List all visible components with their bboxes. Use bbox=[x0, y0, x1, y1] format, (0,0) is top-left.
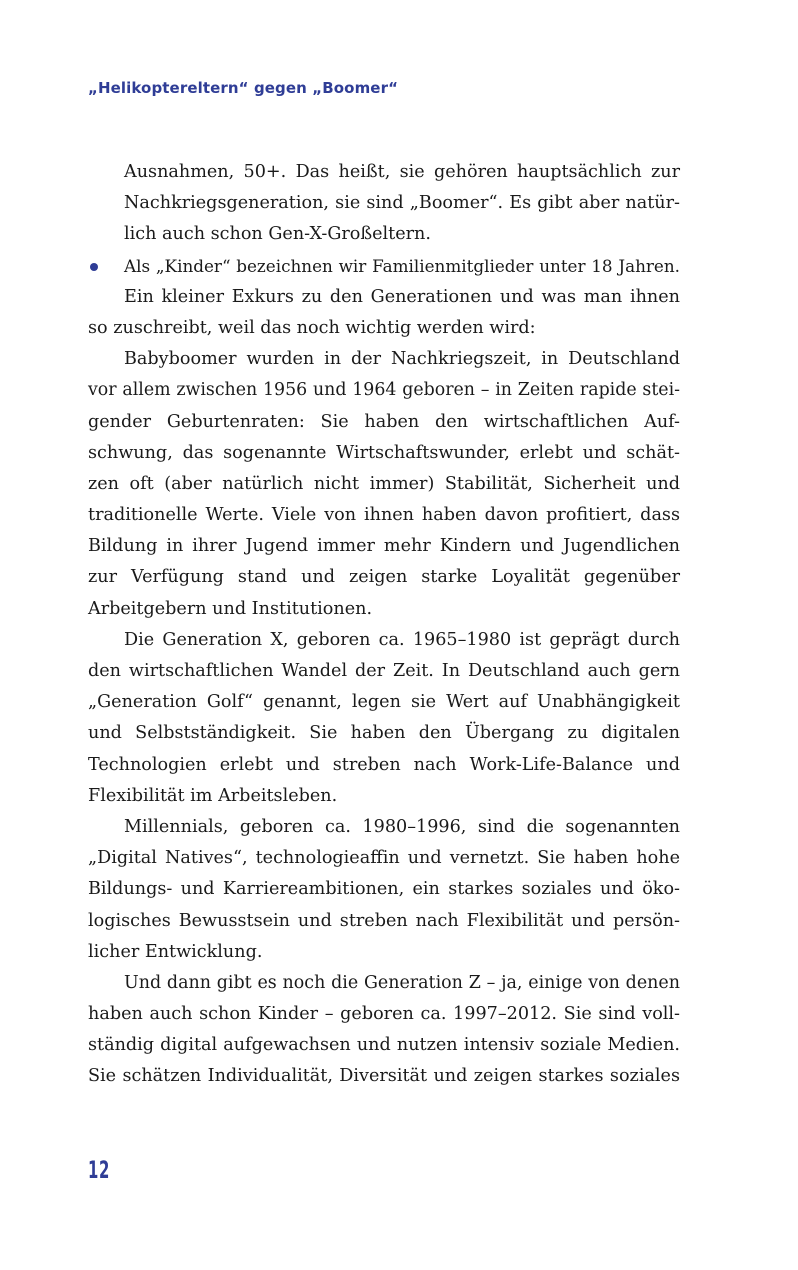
text-line: lich auch schon Gen-X-Großeltern. bbox=[124, 224, 431, 245]
text-line: logisches Bewusstsein und streben nach Flexibilität und persön- bbox=[88, 910, 680, 931]
text-line: Sie schätzen Individualität, Diversität und zeigen starkes soziales bbox=[88, 1066, 680, 1087]
text-line: so zuschreibt, weil das noch wichtig werden wird: bbox=[88, 317, 536, 338]
text-line: traditionelle Werte. Viele von ihnen haben davon profitiert, dass bbox=[88, 505, 680, 526]
text-line: Bildung in ihrer Jugend immer mehr Kindern und Jugendlichen bbox=[88, 536, 680, 557]
text-line: den wirtschaftlichen Wandel der Zeit. In Deutschland auch gern bbox=[88, 661, 680, 681]
text-line: Flexibilität im Arbeitsleben. bbox=[88, 785, 338, 806]
text-line: Millennials, geboren ca. 1980–1996, sind die sogenannten bbox=[124, 816, 680, 837]
text-line: Arbeitgebern und Institutionen. bbox=[88, 598, 373, 619]
text-line: Und dann gibt es noch die Generation Z – ja, einige von denen bbox=[124, 972, 680, 993]
text-line: Ein kleiner Exkurs zu den Generationen und was man ihnen bbox=[124, 286, 680, 307]
text-line: zen oft (aber natürlich nicht immer) Stabilität, Sicherheit und bbox=[88, 473, 680, 494]
running-head-title: „Helikoptereltern“ gegen „Boomer“ bbox=[88, 79, 399, 97]
text-line: ständig digital aufgewachsen und nutzen intensiv soziale Medien. bbox=[88, 1035, 680, 1056]
text-line: Babyboomer wurden in der Nachkriegszeit, in Deutschland bbox=[124, 349, 680, 370]
text-line: Nachkriegsgeneration, sie sind „Boomer“. Es gibt aber natür- bbox=[124, 193, 680, 214]
text-line: vor allem zwischen 1956 und 1964 geboren – in Zeiten rapide stei- bbox=[88, 380, 680, 401]
text-line: licher Entwicklung. bbox=[88, 941, 263, 962]
text-line: zur Verfügung stand und zeigen starke Loyalität gegenüber bbox=[88, 567, 680, 588]
bullet-text: Als „Kinder“ bezeichnen wir Familienmitglieder unter 18 Jahren. bbox=[124, 255, 680, 276]
text-line: „Digital Natives“, technologieaffin und vernetzt. Sie haben hohe bbox=[88, 848, 680, 869]
text-line: schwung, das sogenannte Wirtschaftswunder, erlebt und schät- bbox=[88, 442, 680, 463]
bullet-list-item bbox=[88, 251, 680, 282]
text-line: haben auch schon Kinder – geboren ca. 1997–2012. Sie sind voll- bbox=[88, 1004, 680, 1025]
text-line: und Selbstständigkeit. Sie haben den Übergang zu digitalen bbox=[88, 723, 680, 744]
text-line: „Generation Golf“ genannt, legen sie Wert auf Unabhängigkeit bbox=[88, 692, 680, 713]
text-line: Ausnahmen, 50+. Das heißt, sie gehören hauptsächlich zur bbox=[124, 162, 680, 182]
body-text bbox=[88, 157, 680, 1093]
text-line: Bildungs- und Karriereambitionen, ein starkes soziales und öko- bbox=[88, 879, 680, 900]
text-line: Technologien erlebt und streben nach Work-Life-Balance und bbox=[88, 754, 680, 775]
text-line: Die Generation X, geboren ca. 1965–1980 ist geprägt durch bbox=[124, 629, 680, 650]
text-line: gender Geburtenraten: Sie haben den wirtschaftlichen Auf- bbox=[88, 411, 680, 432]
bullet-icon bbox=[90, 263, 98, 271]
page-number: 12 bbox=[88, 1156, 110, 1184]
